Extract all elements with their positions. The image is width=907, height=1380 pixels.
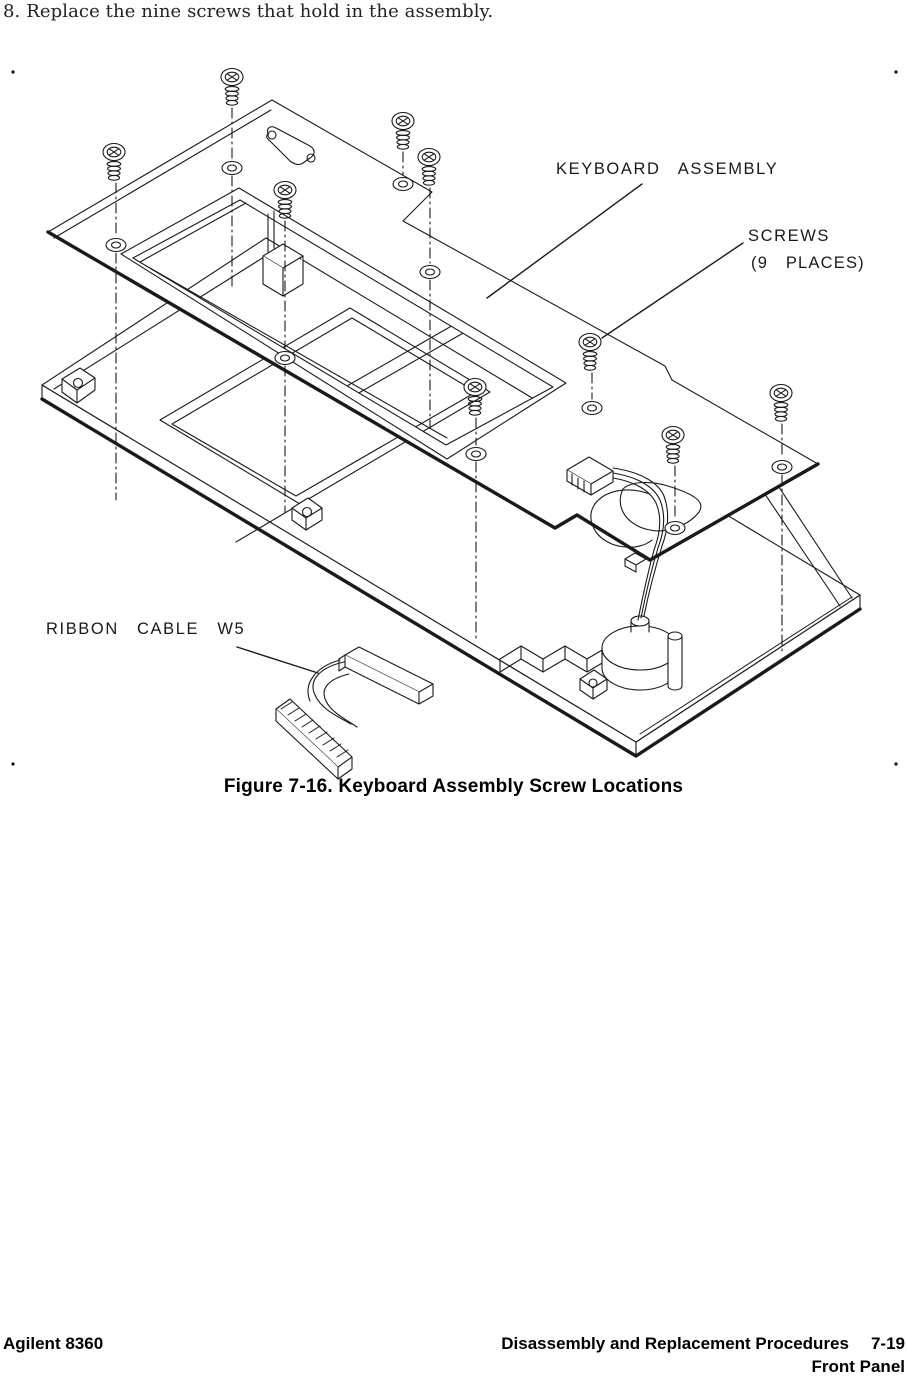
step-instruction: 8. Replace the nine screws that hold in the assembly. xyxy=(3,1,494,22)
label-keyboard-assembly: KEYBOARD ASSEMBLY xyxy=(556,160,779,178)
footer-product: Agilent 8360 xyxy=(3,1334,104,1353)
label-ribbon-cable: RIBBON CABLE W5 xyxy=(46,620,246,638)
label-screws-places: (9 PLACES) xyxy=(751,254,865,272)
standoff-post xyxy=(668,632,682,690)
footer-chapter-title: Disassembly and Replacement Procedures xyxy=(501,1334,849,1353)
figure-caption: Figure 7-16. Keyboard Assembly Screw Locations xyxy=(223,776,684,797)
leader-ribbon-cable xyxy=(237,647,318,673)
footer-page-number: 7-19 xyxy=(870,1334,905,1353)
footer-section: Front Panel xyxy=(811,1357,905,1376)
label-screws: SCREWS xyxy=(748,227,831,245)
leader-keyboard-assembly xyxy=(487,184,642,298)
footer-chapter xyxy=(501,1334,905,1377)
leader-screws xyxy=(602,243,743,338)
